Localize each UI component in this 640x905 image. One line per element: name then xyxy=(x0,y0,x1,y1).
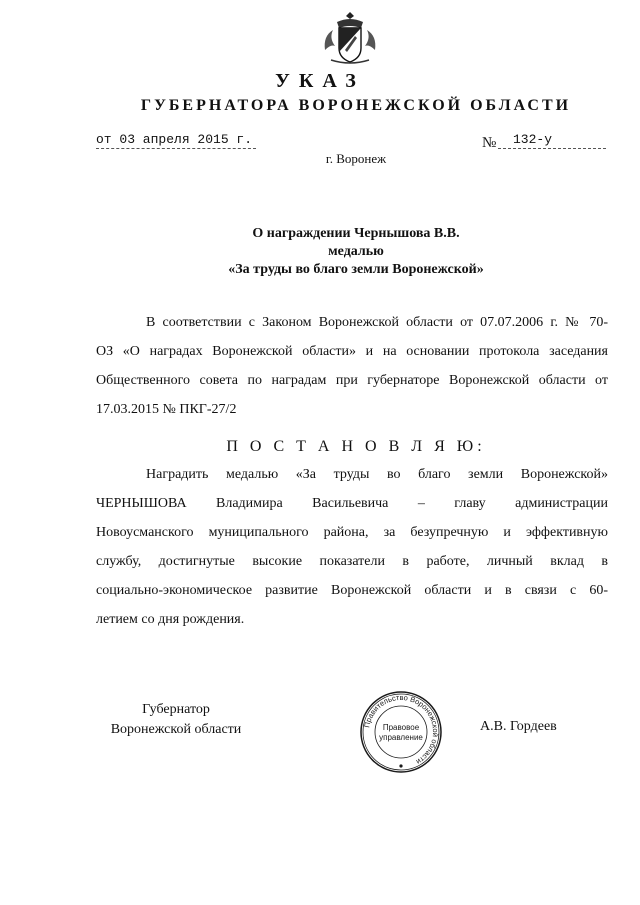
document-city: г. Воронеж xyxy=(325,151,387,166)
document-date: от 03 апреля 2015 г. xyxy=(96,132,253,147)
signatory-position-line: Воронежской области xyxy=(110,722,242,737)
number-underline xyxy=(498,148,606,149)
signatory-position-line: Губернатор xyxy=(142,702,210,717)
decree-line: ЧЕРНЫШОВА Владимира Васильевича – главу администрации xyxy=(96,496,608,511)
preamble-line: ОЗ «О наградах Воронежской области» и на основании протокола заседания xyxy=(96,344,608,359)
decree-paragraph xyxy=(96,460,608,634)
date-underline xyxy=(96,148,256,149)
decree-line: летием со дня рождения. xyxy=(96,612,245,627)
stamp-ring-text: Правительство Воронежской области xyxy=(362,692,441,767)
preamble-line: 17.03.2015 № ПКГ-27/2 xyxy=(96,402,237,417)
heading-line-1: О награждении Чернышова В.В. xyxy=(252,226,460,241)
heading-line-3: «За труды во благо земли Воронежской» xyxy=(228,262,484,277)
official-stamp xyxy=(359,690,443,774)
decree-line: социально-экономическое развитие Воронежской области и в связи с 60- xyxy=(96,583,608,598)
decree-word: П О С Т А Н О В Л Я Ю: xyxy=(226,438,486,455)
document-number: 132-у xyxy=(513,132,553,147)
stamp-star-icon xyxy=(399,764,402,767)
decree-line: Наградить медалью «За труды во благо земли Воронежской» xyxy=(146,467,608,482)
preamble-line: В соответствии с Законом Воронежской области от 07.07.2006 г. № 70- xyxy=(146,315,608,330)
signatory-name: А.В. Гордеев xyxy=(480,719,557,734)
stamp-center-line: управление xyxy=(379,733,423,742)
document-title: УКАЗ xyxy=(275,70,365,92)
decree-line: Новоусманского муниципального района, за безупречную и эффективную xyxy=(96,525,608,540)
preamble-paragraph xyxy=(96,308,608,424)
heading-line-2: медалью xyxy=(328,244,384,259)
preamble-line: Общественного совета по наградам при губернаторе Воронежской области от xyxy=(96,373,608,388)
coat-of-arms-icon xyxy=(319,10,381,68)
signatory-position xyxy=(96,700,256,740)
stamp-center-line: Правовое xyxy=(382,723,420,732)
document-subtitle: ГУБЕРНАТОРА ВОРОНЕЖСКОЙ ОБЛАСТИ xyxy=(140,97,572,114)
decree-line: службу, достигнутые высокие показатели в работе, личный вклад в xyxy=(96,554,608,569)
number-label: № xyxy=(482,135,497,151)
